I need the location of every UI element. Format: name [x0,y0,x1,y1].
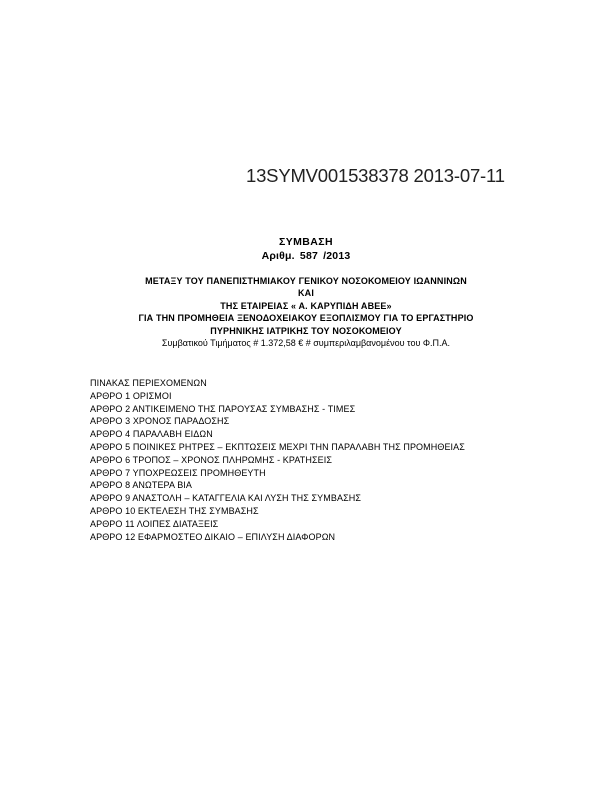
toc-item: ΑΡΘΡΟ 12 ΕΦΑΡΜΟΣΤΕΟ ΔΙΚΑΙΟ – ΕΠΙΛΥΣΗ ΔΙΑΦΟΡΩΝ [90,531,336,542]
toc-item: ΑΡΘΡΟ 7 ΥΠΟΧΡΕΩΣΕΙΣ ΠΡΟΜΗΘΕΥΤΗ [90,467,266,478]
toc-heading: ΠΙΝΑΚΑΣ ΠΕΡΙΕΧΟΜΕΝΩΝ [90,378,207,388]
toc-item: ΑΡΘΡΟ 6 ΤΡΟΠΟΣ – ΧΡΟΝΟΣ ΠΛΗΡΩΜΗΣ - ΚΡΑΤΗΣΕΙΣ [90,454,332,465]
toc-list [90,390,520,544]
contract-price: Συμβατικού Τιμήματος # 1.372,58 € # συμπεριλαμβανομένου του Φ.Π.Α. [161,338,451,349]
toc-item: ΑΡΘΡΟ 8 ΑΝΩΤΕΡΑ ΒΙΑ [90,480,192,491]
contract-number: Αριθμ. 587 /2013 [261,250,351,262]
parties-line: ΚΑΙ [298,288,314,299]
parties-line: ΤΗΣ ΕΤΑΙΡΕΙΑΣ « Α. ΚΑΡΥΠΙΔΗ ΑΒΕΕ» [220,300,392,311]
toc-item: ΑΡΘΡΟ 10 ΕΚΤΕΛΕΣΗ ΤΗΣ ΣΥΜΒΑΣΗΣ [90,505,259,516]
toc-item: ΑΡΘΡΟ 1 ΟΡΙΣΜΟΙ [90,390,172,401]
toc-item: ΑΡΘΡΟ 2 ΑΝΤΙΚΕΙΜΕΝΟ ΤΗΣ ΠΑΡΟΥΣΑΣ ΣΥΜΒΑΣΗΣ - ΤΙΜΕΣ [90,403,356,414]
toc-item: ΑΡΘΡΟ 11 ΛΟΙΠΕΣ ΔΙΑΤΑΞΕΙΣ [90,518,219,529]
table-of-contents [90,377,520,543]
toc-item: ΑΡΘΡΟ 5 ΠΟΙΝΙΚΕΣ ΡΗΤΡΕΣ – ΕΚΠΤΩΣΕΙΣ ΜΕΧΡΙ ΤΗΝ ΠΑΡΑΛΑΒΗ ΤΗΣ ΠΡΟΜΗΘΕΙΑΣ [90,441,465,452]
parties-line: ΓΙΑ ΤΗΝ ΠΡΟΜΗΘΕΙΑ ΞΕΝΟΔΟΧΕΙΑΚΟΥ ΕΞΟΠΛΙΣΜΟΥ ΓΙΑ ΤΟ ΕΡΓΑΣΤΗΡΙΟ [138,313,474,324]
contract-title: ΣΥΜΒΑΣΗ [279,236,333,248]
toc-item: ΑΡΘΡΟ 3 ΧΡΟΝΟΣ ΠΑΡΑΔΟΣΗΣ [90,416,230,427]
document-id-stamp: 13SYMV001538378 2013-07-11 [246,165,505,186]
parties-line: ΠΥΡΗΝΙΚΗΣ ΙΑΤΡΙΚΗΣ ΤΟΥ ΝΟΣΟΚΟΜΕΙΟΥ [210,325,402,336]
toc-item: ΑΡΘΡΟ 4 ΠΑΡΑΛΑΒΗ ΕΙΔΩΝ [90,429,213,440]
contract-parties [0,275,612,349]
toc-item: ΑΡΘΡΟ 9 ΑΝΑΣΤΟΛΗ – ΚΑΤΑΓΓΕΛΙΑ ΚΑΙ ΛΥΣΗ ΤΗΣ ΣΥΜΒΑΣΗΣ [90,493,361,504]
parties-line: ΜΕΤΑΞΥ ΤΟΥ ΠΑΝΕΠΙΣΤΗΜΙΑΚΟΥ ΓΕΝΙΚΟΥ ΝΟΣΟΚΟΜΕΙΟΥ ΙΩΑΝΝΙΝΩΝ [145,276,467,286]
